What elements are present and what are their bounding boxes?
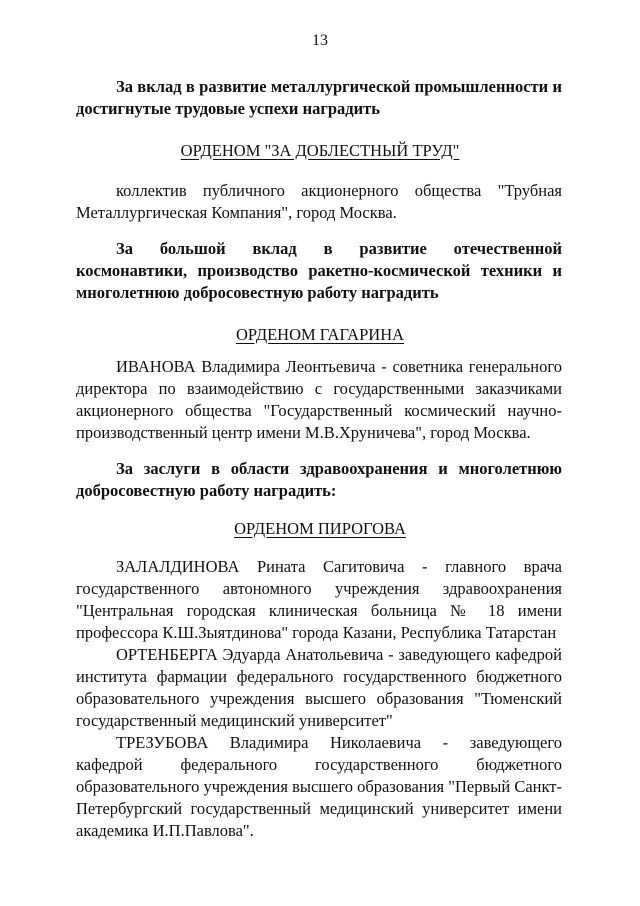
recipient-ivanov: ИВАНОВА Владимира Леонтьевича - советника генерального директора по взаимодействию с государственными заказчиками акционерного общества "Государственный космический научно-производственный центр имени М.В.Хруничева", город Москва. (76, 357, 562, 442)
award-title-text: ОРДЕНОМ ГАГАРИНА (235, 325, 405, 344)
recipient-pipe-metallurgical-company: коллектив публичного акционерного общества "Трубная Металлургическая Компания", город Москва. (76, 181, 562, 222)
recipients-pirogov (76, 556, 562, 842)
award-title-valiant-labor (0, 140, 640, 162)
award-title-text: ОРДЕНОМ "ЗА ДОБЛЕСТНЫЙ ТРУД" (180, 141, 460, 160)
recipient-zalaldinov: ЗАЛАЛДИНОВА Рината Сагитовича - главного врача государственного автономного учреждения здравоохранения "Центральная городская клиническая больница № 18 имени профессора К.Ш.Зыятдинова" города Казани, Республика Татарстан (76, 557, 562, 642)
award-title-gagarin (0, 324, 640, 346)
decree-metallurgy: За вклад в развитие металлургической промышленности и достигнутые трудовые успехи наградить (76, 77, 562, 118)
recipient-ortenberg: ОРТЕНБЕРГА Эдуарда Анатольевича - заведующего кафедрой института фармации федерального государственного бюджетного образовательного учреждения высшего образования "Тюменский государственный медицинский университет" (76, 645, 562, 730)
page-number: 13 (312, 32, 328, 49)
decree-healthcare: За заслуги в области здравоохранения и многолетнюю добросовестную работу наградить: (76, 459, 562, 500)
award-title-pirogov (0, 518, 640, 540)
recipient-trezubov: ТРЕЗУБОВА Владимира Николаевича - заведующего кафедрой федерального государственного бюджетного образовательного учреждения высшего образования "Первый Санкт-Петербургский государственный медицинский университет имени академика И.П.Павлова". (76, 733, 562, 840)
award-title-text: ОРДЕНОМ ПИРОГОВА (234, 519, 406, 538)
decree-cosmonautics: За большой вклад в развитие отечественной космонавтики, производство ракетно-космической техники и многолетнюю добросовестную работу наградить (76, 239, 562, 302)
